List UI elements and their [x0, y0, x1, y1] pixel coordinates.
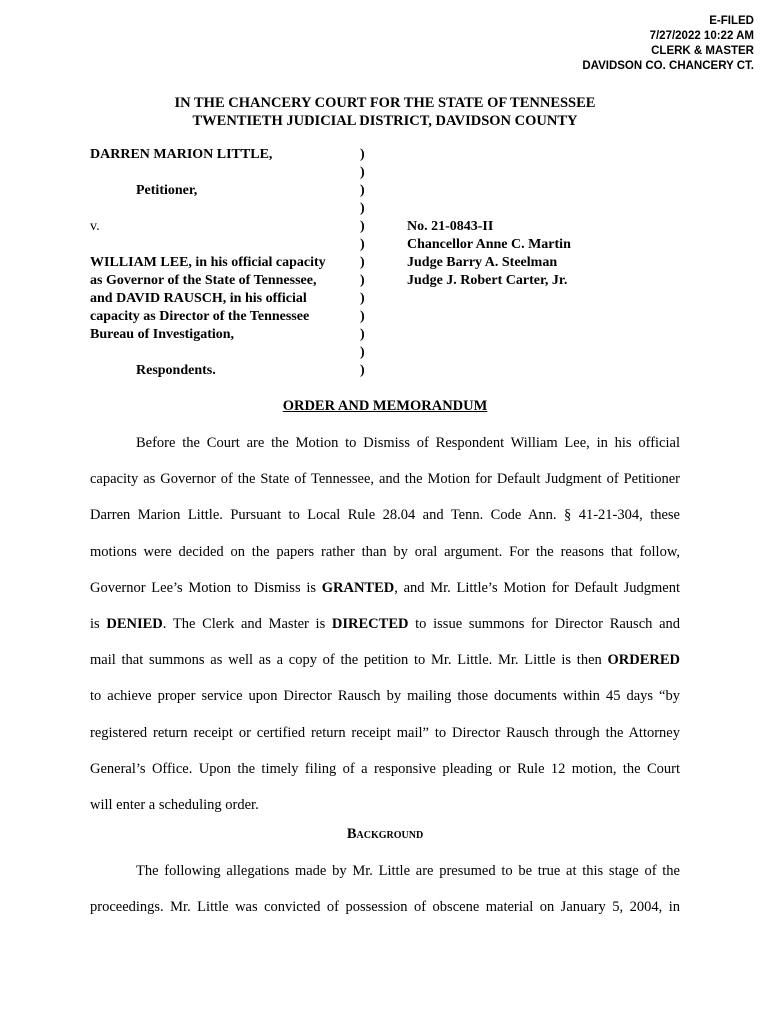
judge-3: Judge J. Robert Carter, Jr. — [407, 273, 568, 288]
caption-paren: ) — [360, 183, 365, 198]
court-name: IN THE CHANCERY COURT FOR THE STATE OF TENNESSEE — [174, 95, 596, 111]
caption-paren: ) — [360, 363, 365, 378]
respondent-line-1: WILLIAM LEE, in his official capacity — [90, 255, 326, 270]
respondent-line-5: Bureau of Investigation, — [90, 327, 235, 342]
background-heading: Background — [346, 826, 424, 842]
background-paragraph — [90, 853, 680, 925]
petitioner-label: Petitioner, — [136, 183, 198, 198]
text-run: to issue summons for Director Rausch and — [408, 616, 681, 633]
stamp-line-4: DAVIDSON CO. CHANCERY CT. — [582, 60, 754, 72]
body-line: motions were decided on the papers rather than by oral argument. For the reasons that follow, — [90, 543, 680, 560]
respondents-label: Respondents. — [136, 363, 216, 378]
caption-paren: ) — [360, 291, 365, 306]
stamp-line-1: E-FILED — [709, 15, 754, 27]
text-run: mail that summons as well as a copy of the petition to Mr. Little. Mr. Little is then — [90, 652, 608, 669]
ordered-emphasis: ORDERED — [607, 652, 680, 669]
case-number: No. 21-0843-II — [407, 219, 494, 234]
judge-1: Chancellor Anne C. Martin — [407, 237, 571, 252]
body-line: will enter a scheduling order. — [90, 797, 259, 814]
granted-emphasis: GRANTED — [321, 579, 395, 596]
text-run: . The Clerk and Master is — [162, 616, 332, 633]
body-line: proceedings. Mr. Little was convicted of possession of obscene material on January 5, 2004, in — [90, 899, 680, 916]
caption-paren: ) — [360, 147, 365, 162]
versus: v. — [90, 219, 100, 234]
order-paragraph — [90, 425, 680, 823]
caption-paren: ) — [360, 165, 365, 180]
body-line: General’s Office. Upon the timely filing of a responsive pleading or Rule 12 motion, the Court — [90, 760, 680, 777]
caption-paren: ) — [360, 255, 365, 270]
caption-paren: ) — [360, 327, 365, 342]
stamp-line-2: 7/27/2022 10:22 AM — [649, 30, 754, 42]
body-line — [90, 642, 680, 678]
body-line: Before the Court are the Motion to Dismiss of Respondent William Lee, in his official — [136, 435, 680, 451]
text-run: , and Mr. Little’s Motion for Default Judgment — [394, 579, 680, 596]
judge-2: Judge Barry A. Steelman — [407, 255, 558, 270]
text-run: is — [90, 616, 107, 633]
order-title: ORDER AND MEMORANDUM — [282, 398, 488, 414]
stamp-line-3: CLERK & MASTER — [651, 45, 754, 57]
body-line: registered return receipt or certified return receipt mail” to Director Rausch through the Attorney — [90, 724, 680, 741]
body-line — [90, 570, 680, 606]
body-line — [90, 606, 680, 642]
court-district: TWENTIETH JUDICIAL DISTRICT, DAVIDSON COUNTY — [192, 113, 578, 129]
petitioner-name: DARREN MARION LITTLE, — [90, 147, 273, 162]
denied-emphasis: DENIED — [106, 616, 163, 633]
caption-paren: ) — [360, 219, 365, 234]
body-line: capacity as Governor of the State of Tennessee, and the Motion for Default Judgment of Petitioner — [90, 471, 680, 488]
efiled-stamp — [582, 14, 754, 74]
body-line: The following allegations made by Mr. Little are presumed to be true at this stage of the — [136, 863, 680, 879]
caption-paren: ) — [360, 345, 365, 360]
directed-emphasis: DIRECTED — [331, 616, 409, 633]
caption-paren: ) — [360, 309, 365, 324]
caption-paren: ) — [360, 237, 365, 252]
court-header — [0, 94, 770, 130]
caption-paren: ) — [360, 201, 365, 216]
body-line: to achieve proper service upon Director Rausch by mailing those documents within 45 days “by — [90, 688, 680, 705]
caption-paren: ) — [360, 273, 365, 288]
body-line: Darren Marion Little. Pursuant to Local Rule 28.04 and Tenn. Code Ann. § 41-21-304, these — [90, 507, 680, 524]
respondent-line-3: and DAVID RAUSCH, in his official — [90, 291, 307, 306]
respondent-line-2: as Governor of the State of Tennessee, — [90, 273, 317, 288]
respondent-line-4: capacity as Director of the Tennessee — [90, 309, 310, 324]
text-run: Governor Lee’s Motion to Dismiss is — [90, 579, 322, 596]
